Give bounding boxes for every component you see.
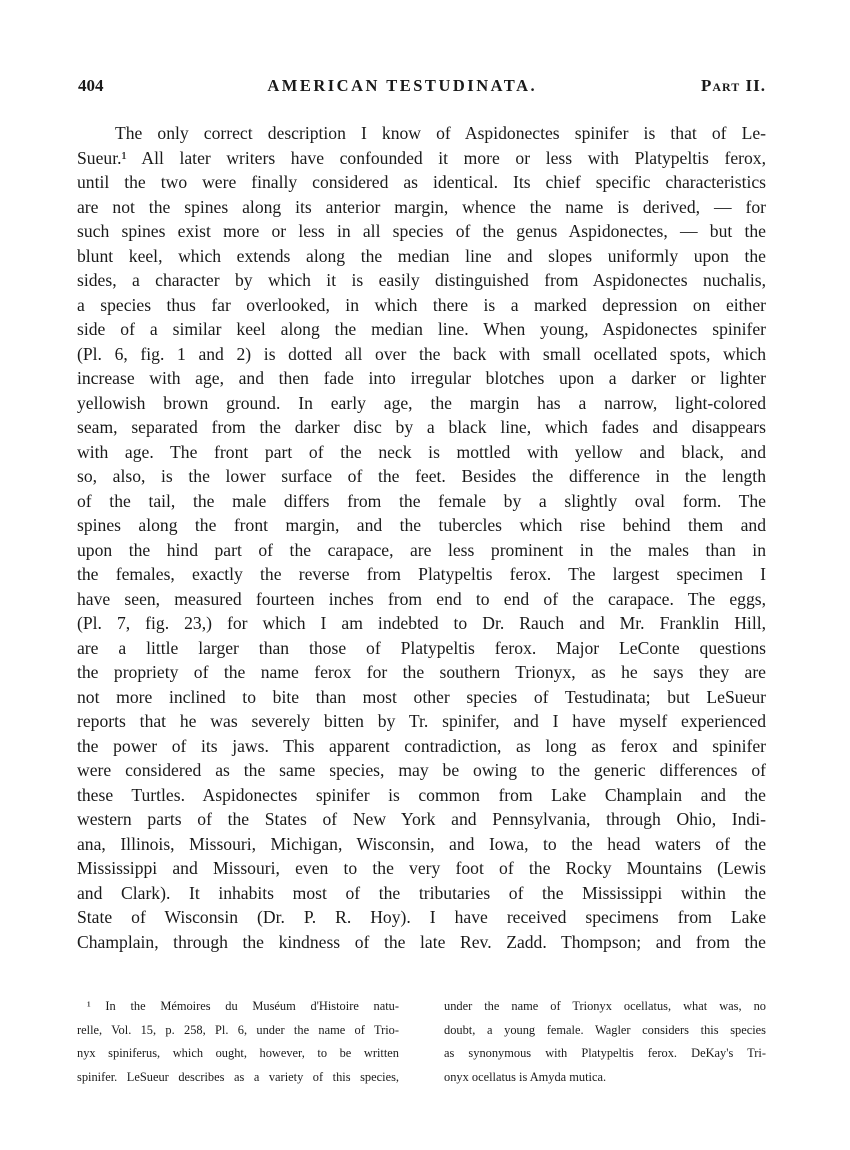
body-line: western parts of the States of New York and Pennsylvania, through Ohio, Indi- [77,809,766,829]
body-line: Sueur.¹ All later writers have confounded it more or less with Platypeltis ferox, [77,147,766,168]
running-header [78,76,766,96]
footnote-line: onyx ocellatus is Amyda mutica. [444,1069,607,1084]
body-line: upon the hind part of the carapace, are less prominent in the males than in [77,539,766,560]
body-line: (Pl. 7, fig. 23,) for which I am indebted to Dr. Rauch and Mr. Franklin Hill, [77,613,766,633]
footnote-column-left [77,995,399,1089]
body-line: ana, Illinois, Missouri, Michigan, Wisconsin, and Iowa, to the head waters of the [77,833,766,854]
body-line: Champlain, through the kindness of the late Rev. Zadd. Thompson; and from the [77,931,766,952]
body-line: (Pl. 6, fig. 1 and 2) is dotted all over the back with small ocellated spots, which [77,343,766,364]
body-line: were considered as the same species, may be owing to the generic differences of [77,760,766,780]
body-line: the females, exactly the reverse from Platypeltis ferox. The largest specimen I [77,564,766,584]
body-line: until the two were finally considered as identical. Its chief specific characteristics [77,172,766,192]
body-line: a species thus far overlooked, in which there is a marked depression on either [77,294,766,315]
body-line: the propriety of the name ferox for the southern Trionyx, as he says they are [77,662,766,682]
footnote-line: ¹ In the Mémoires du Muséum d'Histoire natu- [87,999,399,1013]
body-line: State of Wisconsin (Dr. P. R. Hoy). I have received specimens from Lake [77,907,766,927]
body-text [77,121,766,954]
body-line: side of a similar keel along the median line. When young, Aspidonectes spinifer [77,319,766,339]
body-line: and Clark). It inhabits most of the tributaries of the Mississippi within the [77,882,766,903]
part-label: Part II. [700,76,766,95]
body-line: are not the spines along its anterior margin, whence the name is derived, — for [77,196,766,217]
body-line: Mississippi and Missouri, even to the very foot of the Rocky Mountains (Lewis [77,858,766,878]
body-line: blunt keel, which extends along the median line and slopes uniformly upon the [77,245,766,266]
body-line: not more inclined to bite than most other species of Testudinata; but LeSueur [77,686,766,707]
footnote-line: relle, Vol. 15, p. 258, Pl. 6, under the name of Trio- [77,1022,399,1037]
body-line: spines along the front margin, and the tubercles which rise behind them and [77,515,766,535]
footnotes [77,995,766,1089]
body-line: these Turtles. Aspidonectes spinifer is common from Lake Champlain and the [77,784,766,805]
footnote-line: spinifer. LeSueur describes as a variety of this species, [77,1069,399,1084]
footnote-line: nyx spiniferus, which ought, however, to be written [77,1046,399,1060]
footnote-line: under the name of Trionyx ocellatus, what was, no [444,999,766,1013]
footnote-line: as synonymous with Platypeltis ferox. DeKay's Tri- [444,1046,766,1060]
body-line: seam, separated from the darker disc by a black line, which fades and disappears [77,417,766,437]
body-line: sides, a character by which it is easily distinguished from Aspidonectes nuchalis, [77,270,766,290]
body-line: have seen, measured fourteen inches from end to end of the carapace. The eggs, [77,588,766,609]
body-line: yellowish brown ground. In early age, the margin has a narrow, light-colored [77,392,766,413]
body-line: so, also, is the lower surface of the feet. Besides the difference in the length [77,466,766,486]
body-line: of the tail, the male differs from the female by a slightly oval form. The [77,490,766,511]
footnote-column-right [444,995,766,1089]
footnote-line: doubt, a young female. Wagler considers this species [444,1022,766,1037]
body-line: The only correct description I know of Aspidonectes spinifer is that of Le- [115,123,766,143]
body-line: are a little larger than those of Platypeltis ferox. Major LeConte questions [77,637,766,658]
body-line: increase with age, and then fade into irregular blotches upon a darker or lighter [77,368,766,388]
page-number: 404 [78,76,104,95]
body-line: the power of its jaws. This apparent contradiction, as long as ferox and spinifer [77,735,766,756]
running-title: AMERICAN TESTUDINATA. [267,76,538,95]
body-line: with age. The front part of the neck is mottled with yellow and black, and [77,441,766,462]
body-line: such spines exist more or less in all species of the genus Aspidonectes, — but the [77,221,766,241]
body-line: reports that he was severely bitten by Tr. spinifer, and I have myself experienced [77,711,766,731]
